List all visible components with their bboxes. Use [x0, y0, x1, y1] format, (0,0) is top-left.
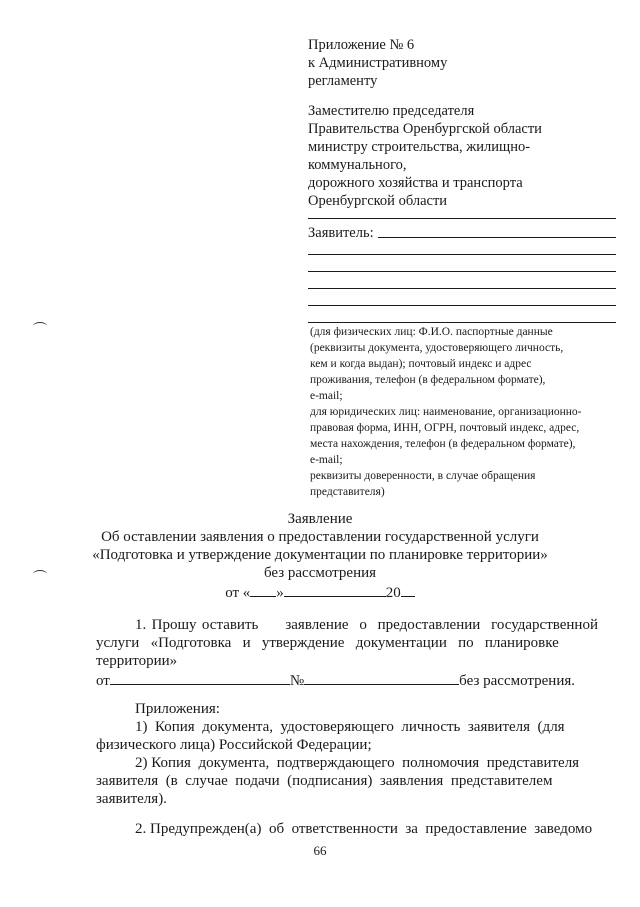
- note-line-6: для юридических лиц: наименование, организационно-: [310, 406, 582, 418]
- fill-line: [308, 322, 616, 323]
- attachment-2-line-3: заявителя).: [96, 791, 167, 807]
- date-prefix: от «: [225, 585, 251, 601]
- applicant-fill-line: [378, 237, 616, 238]
- page-number: 66: [313, 843, 327, 858]
- p1-from-blank: [110, 670, 290, 685]
- attachment-1-line-2: физического лица) Российской Федерации;: [96, 737, 372, 753]
- p1-line-2: услуги «Подготовка и утверждение документации по планировке: [96, 635, 559, 651]
- date-day-blank: [250, 582, 276, 597]
- p1-number: №: [289, 673, 305, 689]
- fill-line: [308, 305, 616, 306]
- p1-tail: без рассмотрения.: [459, 673, 575, 689]
- fill-line: [308, 271, 616, 272]
- attachment-1-line-1: 1) Копия документа, удостоверяющего личность заявителя (для: [135, 719, 565, 735]
- statement-date: [0, 582, 640, 602]
- statement-title-line-2: «Подготовка и утверждение документации по планировке территории»: [92, 547, 548, 563]
- note-line-11: представителя): [310, 486, 385, 498]
- p1-from: от: [96, 673, 110, 689]
- note-line-5: e-mail;: [310, 390, 343, 402]
- p1-line-1: 1. Прошу оставить заявление о предоставлении государственной: [135, 617, 598, 633]
- note-line-8: места нахождения, телефон (в федеральном формате),: [310, 438, 576, 450]
- fill-line: [308, 218, 616, 219]
- applicant-label: Заявитель:: [308, 225, 374, 241]
- addressee-line-2: Правительства Оренбургской области: [308, 121, 542, 137]
- note-line-10: реквизиты доверенности, в случае обращения: [310, 470, 536, 482]
- statement-title-line-3: без рассмотрения: [263, 565, 377, 581]
- appendix-line-2: к Административному: [308, 55, 448, 71]
- statement-heading: Заявление: [287, 511, 353, 527]
- p1-reference-line: [96, 670, 575, 690]
- addressee-line-4: коммунального,: [308, 157, 407, 173]
- note-line-3: кем и когда выдан); почтовый индекс и адрес: [310, 358, 532, 370]
- p1-number-blank: [304, 670, 459, 685]
- note-line-7: правовая форма, ИНН, ОГРН, почтовый индекс, адрес,: [310, 422, 580, 434]
- note-line-2: (реквизиты документа, удостоверяющего личность,: [310, 342, 564, 354]
- date-mid: »: [276, 585, 284, 601]
- note-line-4: проживания, телефон (в федеральном формате),: [310, 374, 546, 386]
- note-line-9: e-mail;: [310, 454, 343, 466]
- date-year-blank: [401, 582, 415, 597]
- date-year: 20: [385, 585, 401, 601]
- p2-line-1: 2. Предупрежден(а) об ответственности за предоставление заведомо: [135, 821, 593, 837]
- margin-mark: [33, 322, 47, 326]
- attachment-2-line-1: 2) Копия документа, подтверждающего полномочия представителя: [135, 755, 580, 771]
- fill-line: [308, 254, 616, 255]
- note-line-1: (для физических лиц: Ф.И.О. паспортные данные: [310, 326, 553, 338]
- fill-line: [308, 288, 616, 289]
- addressee-line-5: дорожного хозяйства и транспорта: [308, 175, 523, 191]
- statement-title-line-1: Об оставлении заявления о предоставлении государственной услуги: [101, 529, 539, 545]
- date-month-blank: [284, 582, 386, 597]
- addressee-line-1: Заместителю председателя: [308, 103, 475, 119]
- addressee-line-6: Оренбургской области: [308, 193, 448, 209]
- attachments-heading: Приложения:: [135, 701, 220, 717]
- addressee-line-3: министру строительства, жилищно-: [308, 139, 531, 155]
- attachment-2-line-2: заявителя (в случае подачи (подписания) заявления представителем: [96, 773, 553, 789]
- appendix-line-1: Приложение № 6: [308, 37, 415, 53]
- p1-line-3: территории»: [96, 653, 178, 669]
- appendix-line-3: регламенту: [308, 73, 378, 89]
